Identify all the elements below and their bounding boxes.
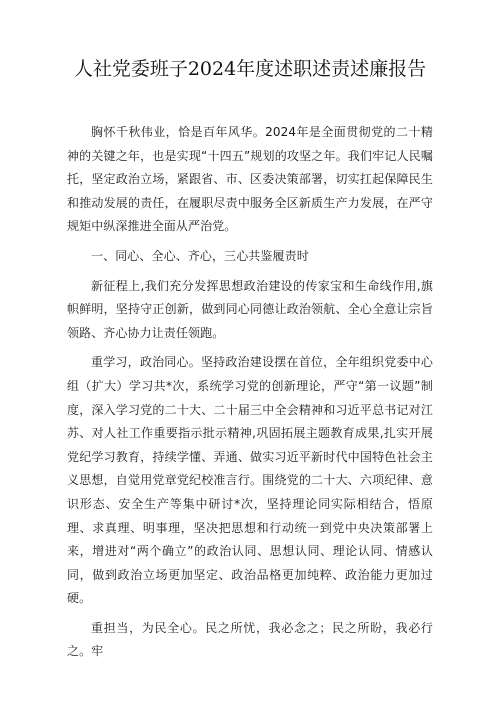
section-heading-1: 一、同心、全心、齐心，三心共鉴履责时: [91, 248, 309, 263]
document-body: [67, 121, 433, 670]
paragraph-responsibility: 重担当，为民全心。民之所忧，我必念之；民之所盼，我必行之。牢: [67, 620, 433, 659]
paragraph-study: 重学习，政治同心。坚持政治建设摆在首位，全年组织党委中心组（扩大）学习共*次，系统学习党的创新理论，严守“第一议题”制度，深入学习党的二十大、二十届三中全会精神和习近平总书记对江苏、对人社工作重要指示批示精神,巩固拓展主题教育成果,扎实开展党纪学习教育，持续学懂、弄通、做实习近平新时代中国特色社会主义思想，自觉用党章党纪校准言行。围绕党的二十大、六项纪律、意识形态、安全生产等集中研讨*次，坚持理论同实际相结合，悟原理、求真理、明事理，坚决把思想和行动统一到党中央决策部署上来，增进对“两个确立”的政治认同、思想认同、理论认同、情感认同，做到政治立场更加坚定、政治品格更加纯粹、政治能力更加过硬。: [67, 355, 433, 606]
paragraph-intro: 胸怀千秋伟业，恰是百年风华。2024年是全面贯彻党的二十精神的关键之年，也是实现“十四五”规划的攻坚之年。我们牢记人民嘱托，坚定政治立场，紧跟省、市、区委决策部署，切实扛起保障民生和推动发展的责任，在履职尽责中服务全区新质生产力发展，在严守规矩中纵深推进全面从严治党。: [67, 125, 433, 234]
paragraph-section-1-intro: 新征程上,我们充分发挥思想政治建设的传家宝和生命线作用,旗帜鲜明，坚持守正创新，做到同心同德让政治领航、全心全意让宗旨领路、齐心协力让责任领跑。: [67, 278, 433, 340]
document-title: 人社党委班子2024年度述职述责述廉报告: [73, 58, 427, 80]
